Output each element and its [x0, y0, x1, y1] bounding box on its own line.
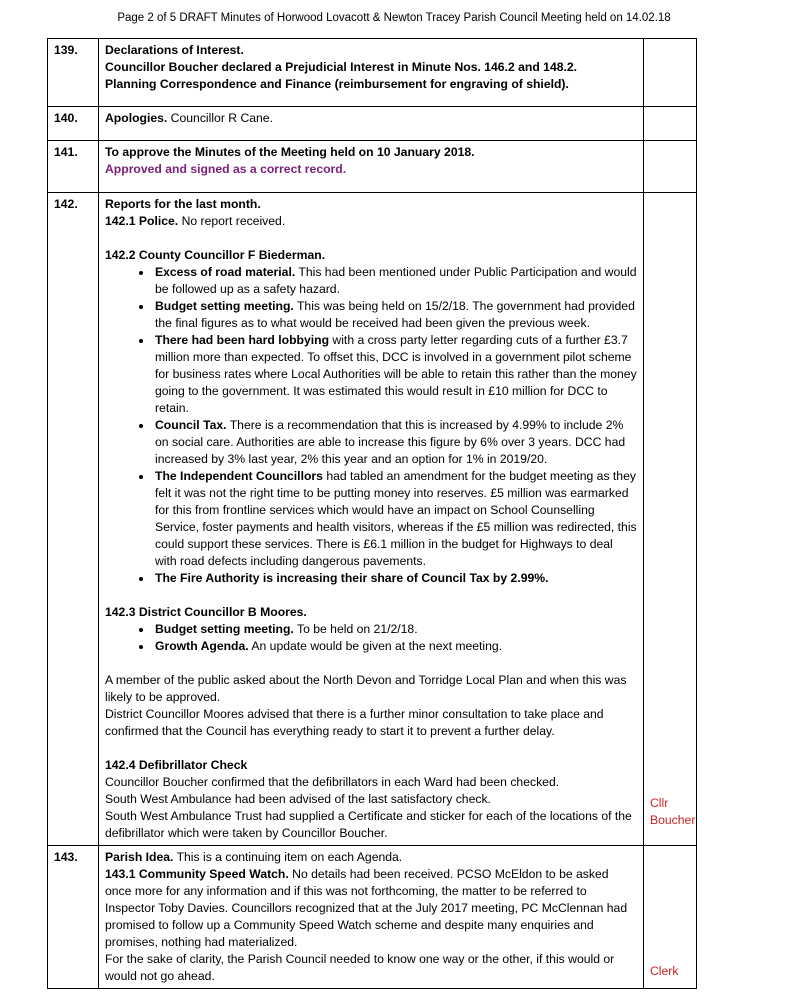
list-item [153, 264, 637, 298]
item-lead: Budget setting meeting. [155, 299, 294, 313]
list-item [153, 468, 637, 570]
item-lead: The Fire Authority is increasing their share of Council Tax by 2.99%. [155, 571, 549, 585]
section-heading: 142.2 County Councillor F Biederman. [105, 248, 326, 262]
minute-number: 141. [48, 141, 99, 193]
councillor-reply: District Councillor Moores advised that there is a further minor consultation to take place and confirmed that the Council has everything ready to start it to prevent a further delay. [105, 707, 604, 738]
minute-body [99, 846, 644, 989]
minute-body [99, 39, 644, 107]
page-header: Page 2 of 5 DRAFT Minutes of Horwood Lovacott & Newton Tracey Parish Council Meeting held on 14.02.18 [117, 12, 671, 24]
defib-line: South West Ambulance had been advised of the last satisfactory check. [105, 792, 491, 806]
section-heading: 142.3 District Councillor B Moores. [105, 605, 307, 619]
action-cell [644, 141, 697, 193]
minute-row-139 [48, 39, 697, 107]
section-text: No details had been received. PCSO McEldon to be asked once more for any information and if this was not forthcoming, the matter to be referred to Inspector Toby Davies. Councillors recognized that at the July 2017 meeting, PC McClennan had promised to follow up a Community Speed Watch scheme and despite many enquiries and promises, nothing had materialized. [105, 867, 628, 949]
parish-idea [105, 849, 637, 866]
minute-title: Reports for the last month. [105, 197, 261, 211]
item-lead: Excess of road material. [155, 265, 296, 279]
list-item [153, 570, 637, 587]
minute-title: Parish Idea. [105, 850, 174, 864]
section-text: This is a continuing item on each Agenda. [173, 850, 403, 864]
speed-watch [105, 866, 637, 951]
county-report-list [105, 264, 637, 587]
interest-detail: Planning Correspondence and Finance (reimbursement for engraving of shield). [105, 77, 569, 91]
minute-row-140 [48, 107, 697, 141]
section-heading: 143.1 Community Speed Watch. [105, 867, 289, 881]
list-item [153, 621, 637, 638]
item-text: This had been mentioned under Public Participation and would be followed up as a safety hazard. [155, 265, 637, 296]
action-cell [644, 846, 697, 989]
resolution-text: Approved and signed as a correct record. [105, 162, 347, 176]
defib-line: South West Ambulance Trust had supplied a Certificate and sticker for each of the locations of the defibrillator which were taken by Councillor Boucher. [105, 809, 632, 840]
item-lead: There had been hard lobbying [155, 333, 330, 347]
item-lead: Council Tax. [155, 418, 227, 432]
item-text: An update would be given at the next meeting. [248, 639, 503, 653]
district-report-list [105, 621, 637, 655]
clarity-note: For the sake of clarity, the Parish Council needed to know one way or the other, if this would or would not go ahead. [105, 952, 615, 983]
action-owner: Cllr Boucher [650, 796, 696, 827]
minute-title: To approve the Minutes of the Meeting held on 10 January 2018. [105, 145, 475, 159]
item-lead: The Independent Councillors [155, 469, 323, 483]
action-cell [644, 39, 697, 107]
list-item [153, 298, 637, 332]
minute-body [99, 141, 644, 193]
action-cell [644, 107, 697, 141]
public-question: A member of the public asked about the North Devon and Torridge Local Plan and when this was likely to be approved. [105, 673, 627, 704]
minutes-table [47, 38, 697, 989]
minute-row-141 [48, 141, 697, 193]
minute-body [99, 193, 644, 846]
minute-title: Declarations of Interest. [105, 43, 244, 57]
defib-line: Councillor Boucher confirmed that the defibrillators in each Ward had been checked. [105, 775, 560, 789]
action-owner: Clerk [650, 964, 679, 978]
minute-row-143 [48, 846, 697, 989]
list-item [153, 638, 637, 655]
list-item [153, 332, 637, 417]
section-text: No report received. [178, 214, 286, 228]
minute-number: 143. [48, 846, 99, 989]
minute-number: 142. [48, 193, 99, 846]
action-cell [644, 193, 697, 846]
item-text: To be held on 21/2/18. [293, 622, 418, 636]
apologies-text: Councillor R Cane. [167, 111, 273, 125]
minute-title: Apologies. [105, 111, 168, 125]
minute-row-142 [48, 193, 697, 846]
minute-body [99, 107, 644, 141]
item-text: had tabled an amendment for the budget meeting as they felt it was not the right time to be putting money into reserves. £5 million was earmarked for this from frontline services which would have an impact on School Counselling Service, foster payments and health visitors, whereas if the £5 million was redirected, this could support these services. There is £6.1 million in the budget for Highways to deal with road defects including dangerous pavements. [155, 469, 637, 568]
item-text: There is a recommendation that this is increased by 4.99% to include 2% on social care. Authorities are able to increase this figure by 6% over 3 years. DCC had increased by 3% last year, 2% this year and an option for 1% in 2019/20. [155, 418, 626, 466]
list-item [153, 417, 637, 468]
interest-declaration: Councillor Boucher declared a Prejudicial Interest in Minute Nos. 146.2 and 148.2. [105, 60, 578, 74]
minute-number: 139. [48, 39, 99, 107]
section-heading: 142.4 Defibrillator Check [105, 758, 248, 772]
police-report [105, 213, 637, 230]
section-heading: 142.1 Police. [105, 214, 179, 228]
item-text: with a cross party letter regarding cuts of a further £3.7 million more than expected. To offset this, DCC is involved in a government pilot scheme for business rates where Local Authorities will be able to retain this rather than the money going to the government. It was estimated this would result in £10 million for DCC to retain. [155, 333, 637, 415]
item-lead: Growth Agenda. [155, 639, 249, 653]
item-text: This was being held on 15/2/18. The government had provided the final figures as to what would be received had been given the previous week. [155, 299, 635, 330]
item-lead: Budget setting meeting. [155, 622, 294, 636]
minute-number: 140. [48, 107, 99, 141]
